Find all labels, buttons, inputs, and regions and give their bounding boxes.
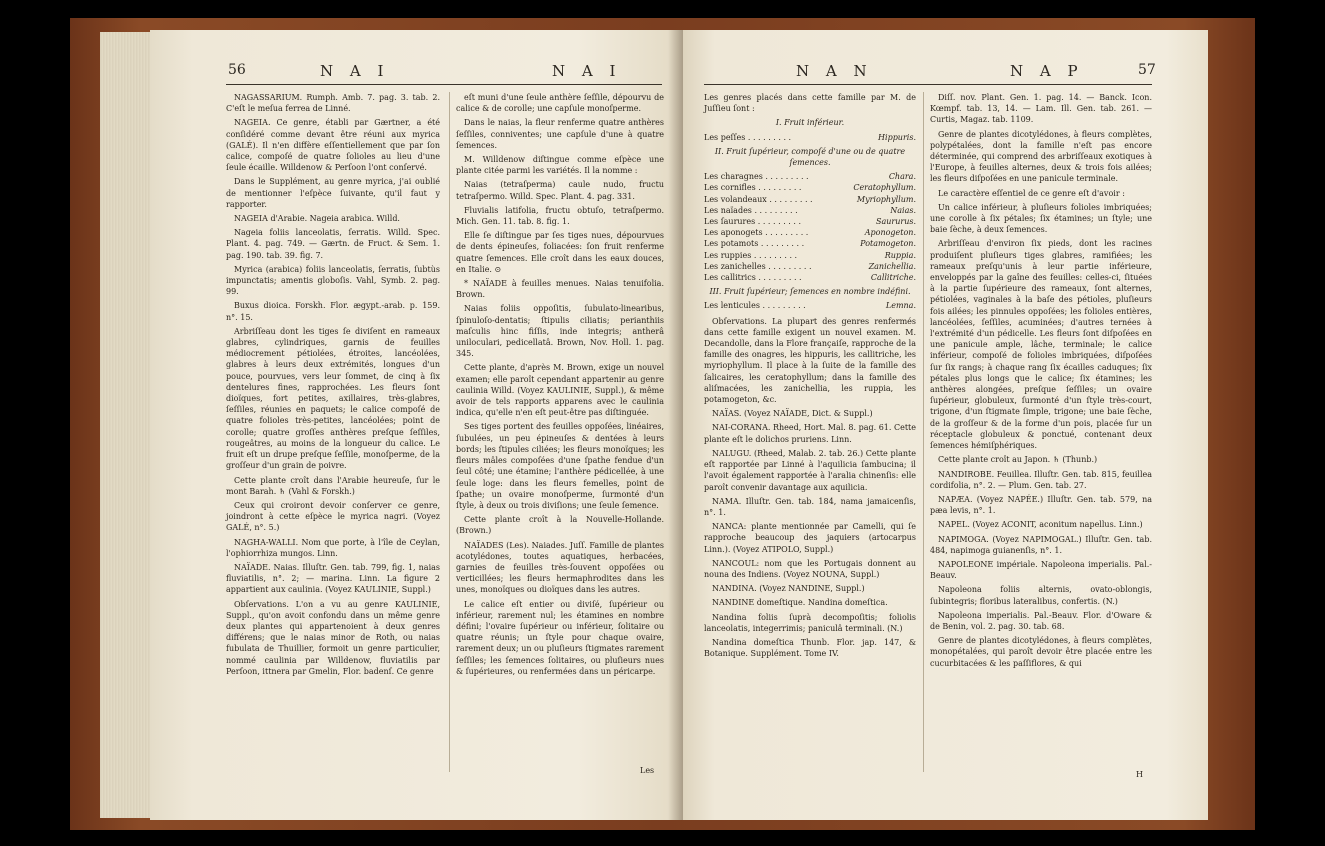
left-column-2 <box>456 92 664 680</box>
latin-name: Ruppia. <box>884 250 916 260</box>
french-name: Les potamots . . . . . . . . . <box>704 239 805 249</box>
paragraph: Ceux qui croiront devoir conſerver ce genre, joindront à cette eſpèce le myrica nagri. (Voyez GALÉ, n°. 5.) <box>226 500 440 533</box>
paragraph: NAPEL. (Voyez ACONIT, aconitum napellus. Linn.) <box>938 520 1143 530</box>
paragraph: Fluvialis latifolia, fructu obtuſo, tetraſpermo. Mich. Gen. 11. tab. 8. fig. 1. <box>456 205 664 227</box>
paragraph: Arbriſſeau dont les tiges ſe diviſent en rameaux glabres, cylindriques, garnis de feuilles médiocrement pétiolées, étroites, lancéolées, glabres à leurs deux extrémités, longues d'un pouce, pourvues, vers leur ſommet, de cinq à ſix dentelures fines, rapprochées. Les fleurs ſont dioïques, fort petites, axillaires, très-glabres, ſeſſiles, réunies en paquets; le calice compoſé de quatre folioles très-petites, lancéolées; point de corolle; quatre groſſes anthères preſque ſeſſiles, rougeâtres, au moins de la longueur du calice. Le fruit eſt un drupe preſque ſeſſile, monoſperme, de la groſſeur d'un grain de poivre. <box>226 326 440 471</box>
paragraph: NAPIMOGA. (Voyez NAPIMOGAL.) Illuſtr. Gen. tab. 484, napimoga guianenſis, n°. 1. <box>930 534 1152 555</box>
section-3-title: III. Fruit ſupérieur; ſemences en nombre indéfini. <box>709 287 911 297</box>
paragraph: NAMA. Illuſtr. Gen. tab. 184, nama jamaicenſis, n°. 1. <box>704 496 916 517</box>
genera-intro: Les genres placés dans cette famille par M. de Juſſieu ſont : <box>704 93 916 114</box>
latin-name: Potamogeton. <box>860 239 916 249</box>
paragraph: Genre de plantes dicotylédones, à fleurs complètes, polypétalées, dont la famille n'eſt pas encore déterminée, qui comprend des arbriſſeaux exotiques à l'Europe, à feuilles alternes, deux & trois fois ailées; les fleurs diſpoſées en une panicule terminale. <box>930 129 1152 184</box>
french-name: Les ſaurures . . . . . . . . . <box>704 217 801 227</box>
genus-row <box>704 250 916 261</box>
paragraph: NANDINA. (Voyez NANDINE, Suppl.) <box>712 584 865 594</box>
genus-row <box>704 261 916 272</box>
genus-row <box>704 227 916 238</box>
section-1-title: I. Fruit inférieur. <box>775 118 845 128</box>
latin-name: Saururus. <box>875 217 916 227</box>
left-column-1 <box>226 92 440 680</box>
paragraph: NAÏAS. (Voyez NAÏADE, Dict. & Suppl.) <box>712 409 873 419</box>
genus-row <box>704 238 916 249</box>
paragraph: Nandina domeſtica Thunb. Flor. jap. 147, & Botanique. Supplément. Tome IV. <box>704 637 916 659</box>
section-1-list <box>704 132 916 143</box>
paragraph: Genre de plantes dicotylédones, à fleurs complètes, monopétalées, qui paroît devoir être placée entre les cucurbitacées & les paſſiflores, & qui <box>930 636 1152 668</box>
left-column-separator <box>449 92 450 772</box>
paragraph: Nandina foliis ſuprà decompoſitis; foliolis lanceolatis, integerrimis; paniculâ terminali. (N.) <box>704 612 916 633</box>
paragraph: NAGASSARIUM. Rumph. Amb. 7. pag. 3. tab. 2. C'eſt le meſua ferrea de Linné. <box>226 93 440 114</box>
french-name: Les cornifles . . . . . . . . . <box>704 183 802 193</box>
paragraph: Ses tiges portent des feuilles oppoſées, linéaires, ſubulées, un peu épineuſes & dentées à leurs bords; les ſtipules ciliées; les fleurs monoïques; les fleurs mâles compoſées d'une ſpathe fendue d'un ſeul côté; une étamine; l'anthère pédicellée, à une ſeule loge: dans les fleurs femelles, point de ſpathe; un ovaire monoſperme, ſurmonté d'un ſtyle, à deux ou trois diviſions; une ſeule ſemence. <box>456 422 664 510</box>
left-header-rule <box>226 84 662 85</box>
paragraph: Dans le naias, la fleur renferme quatre anthères ſeſſiles, conniventes; une capſule d'une à quatre ſemences. <box>456 118 664 150</box>
right-page-number: 57 <box>1138 62 1156 78</box>
paragraph: Buxus dioica. Forskh. Flor. ægypt.-arab. p. 159. n°. 15. <box>226 301 440 322</box>
paragraph: Dans le Supplément, au genre myrica, j'ai oublié de mentionner l'eſpèce ſuivante, qu'il faut y rapporter. <box>226 177 440 209</box>
paragraph: NAI-CORANA. Rheed, Hort. Mal. 8. pag. 61. Cette plante eſt le dolichos pruriens. Linn. <box>704 423 916 444</box>
paragraph: NAÏADES (Les). Naiades. Juſſ. Famille de plantes acotylédones, toutes aquatiques, herbacées, garnies de feuilles très-ſouvent oppoſées ou verticillées; les fleurs hermaphrodites dans les unes, monoïques ou dioïques dans les autres. <box>456 540 664 595</box>
paragraph: Myrica (arabica) foliis lanceolatis, ſerratis, ſubtùs impunctatis; amentis globoſis. Vahl, Symb. 2. pag. 99. <box>226 264 440 297</box>
paragraph: Arbriſſeau d'environ ſix pieds, dont les racines produiſent pluſieurs tiges glabres, ramifiées; les rameaux preſqu'unis à leur partie inférieure, enveloppés par la gaîne des feuilles: celles-ci, ſituées à la partie ſupérieure des rameaux, ſont alternes, pétiolées, vaginales à la baſe des pétioles, pluſieurs fois ailées; les pinnules oppoſées; les folioles entières, lancéolées, ſeſſiles, acuminées; d'autres ternées à l'extrémité d'un pédicelle. Les fleurs ſont diſpoſées en une panicule ample, lâche, terminale; le calice inférieur, compoſé de folioles imbriquées, diſpoſées ſur ſix rangs; à chaque rang ſix écailles caduques; ſix pétales plus longs que le calice; ſix étamines; les anthères alongées, preſque ſeſſiles; un ovaire ſupérieur, globuleux, ſurmonté d'un ſtyle très-court, trigone, d'un ſtigmate ſimple, trigone; une baie ſèche, de la groſſeur & de la forme d'un pois, placée ſur un réceptacle globuleux & ponctué, contenant deux ſemences hémiſphériques. <box>930 239 1152 451</box>
french-name: Les peſſes . . . . . . . . . <box>704 132 792 142</box>
paragraph: NAGHA-WALLI. Nom que porte, à l'île de Ceylan, l'ophiorrhiza mungos. Linn. <box>226 537 440 558</box>
right-column-1-text <box>704 316 916 660</box>
left-running-head-2: N A I <box>552 62 622 80</box>
paragraph: Cette plante croît au Japon. ♄ (Thunb.) <box>938 455 1098 465</box>
paragraph: NAGEIA. Ce genre, établi par Gærtner, a été conſidéré comme devant être réuni aux myrica (GALÉ). Il n'en diffère eſſentiellement que par ſon calice, compoſé de quatre ſolioles au lieu d'une ſeule écaille. Willdenow & Perſoon l'ont conſervé. <box>226 118 440 173</box>
paragraph: NANCA: plante mentionnée par Camelli, qui ſe rapproche beaucoup des jaquiers (artocarpus Linn.). (Voyez ATIPOLO, Suppl.) <box>704 522 916 554</box>
french-name: Les volandeaux . . . . . . . . . <box>704 194 813 204</box>
paragraph: NAÏADE. Naias. Illuſtr. Gen. tab. 799, fig. 1, naias fluviatilis, n°. 2; — marina. Linn. La figure 2 appartient aux caulinia. (Voyez KAULINIE, Suppl.) <box>226 562 440 595</box>
paragraph: NANDINE domeſtique. Nandina domeſtica. <box>712 598 888 608</box>
catchword: Les <box>640 766 655 775</box>
section-3-list <box>704 300 916 311</box>
paragraph: eſt muni d'une ſeule anthère ſeſſile, dépourvu de calice & de corolle; une capſule monoſperme. <box>456 93 664 114</box>
paragraph: Elle ſe diſtingue par ſes tiges nues, dépourvues de dents épineuſes, foliacées: ſon fruit renferme quatre ſemences. Elle croît dans les eaux douces, en Italie. ⊙ <box>456 231 664 274</box>
genus-row <box>704 205 916 216</box>
genus-row <box>704 272 916 283</box>
paragraph: Naias foliis oppoſitis, ſubulato-linearibus, ſpinuloſo-dentatis; ſtipulis ciliatis; perianthiis maſculis hinc fiſſis, inde integris; antherâ uniloculari, pedicellatâ. Brown, Nov. Holl. 1. pag. 345. <box>456 304 664 359</box>
french-name: Les callitrics . . . . . . . . . <box>704 273 802 283</box>
page-edges <box>100 32 150 818</box>
paragraph: * NAÏADE à feuilles menues. Naias tenuifolia. Brown. <box>456 279 664 300</box>
latin-name: Callitriche. <box>870 273 916 283</box>
paragraph: NANDIROBE. Feuillea. Illuſtr. Gen. tab. 815, feuillea cordifolia, n°. 2. — Plum. Gen. tab. 27. <box>930 469 1152 490</box>
french-name: Les ruppies . . . . . . . . . <box>704 250 798 260</box>
genus-row <box>704 194 916 205</box>
right-running-head-1: N A N <box>796 62 873 80</box>
latin-name: Aponogeton. <box>864 228 916 238</box>
right-column-1 <box>704 92 916 662</box>
french-name: Les aponogets . . . . . . . . . <box>704 228 809 238</box>
right-column-separator <box>923 92 924 772</box>
french-name: Les lenticules . . . . . . . . . <box>704 301 806 311</box>
left-running-head-1: N A I <box>320 62 390 80</box>
paragraph: NAGEIA d'Arabie. Nageia arabica. Willd. <box>234 214 400 224</box>
latin-name: Hippuris. <box>878 132 916 142</box>
left-page-number: 56 <box>228 62 246 78</box>
latin-name: Ceratophyllum. <box>853 183 916 193</box>
paragraph: Napoleona foliis alternis, ovato-oblongis, ſubintegris; floribus lateralibus, confertis. (N.) <box>930 585 1152 606</box>
paragraph: NANCOUL: nom que les Portugais donnent au nouna des Indiens. (Voyez NOUNA, Suppl.) <box>704 558 916 579</box>
genus-row <box>704 300 916 311</box>
signature-mark: H <box>1136 770 1143 779</box>
french-name: Les charagnes . . . . . . . . . <box>704 172 809 182</box>
paragraph: Un calice inférieur, à pluſieurs folioles imbriquées; une corolle à ſix pétales; ſix étamines; un ſtyle; une baie ſèche, à deux ſemences. <box>930 202 1152 235</box>
genus-row <box>704 216 916 227</box>
paragraph: NAPÆA. (Voyez NAPÉE.) Illuſtr. Gen. tab. 579, na pæa levis, n°. 1. <box>930 494 1152 516</box>
genus-row <box>704 132 916 143</box>
paragraph: Naias (tetraſperma) caule nudo, fructu tetraſpermo. Willd. Spec. Plant. 4. pag. 331. <box>456 180 664 201</box>
genus-row <box>704 182 916 193</box>
section-2-list <box>704 171 916 283</box>
latin-name: Myriophyllum. <box>856 194 916 204</box>
paragraph: Le caractère eſſentiel de ce genre eſt d'avoir : <box>938 188 1125 198</box>
right-header-rule <box>704 84 1152 85</box>
section-2-title: II. Fruit ſupérieur, compoſé d'une ou de quatre ſemences. <box>714 146 906 168</box>
paragraph: Obſervations. La plupart des genres renfermés dans cette famille exigent un nouvel examen. M. Decandolle, dans la Flore françaiſe, rapproche de la famille des onagres, les hippuris, les callitriche, les myriophyllum. Il place à la ſuite de la famille des ſalicaires, les ceratophyllum; dans la famille des aliſmacées, les zanichellia, les ruppia, les potamogeton, &c. <box>704 316 916 405</box>
paragraph: M. Willdenow diſtingue comme eſpèce une plante citée parmi les variétés. Il la nomme : <box>456 155 664 176</box>
french-name: Les naïades . . . . . . . . . <box>704 205 798 215</box>
paragraph: Cette plante, d'après M. Brown, exige un nouvel examen; elle paroît cependant appartenir au genre caulinia Willd. (Voyez KAULINIE, Suppl.), & même avoir de tels rapports apparens avec le caulinia indica, qu'elle n'en eſt peut-être pas diſtinguée. <box>456 363 664 418</box>
latin-name: Chara. <box>888 172 916 182</box>
latin-name: Zanichellia. <box>868 261 916 271</box>
paragraph: Cette plante croît à la Nouvelle-Hollande. (Brown.) <box>456 515 664 536</box>
french-name: Les zanichelles . . . . . . . . . <box>704 261 812 271</box>
paragraph: Obſervations. L'on a vu au genre KAULINIE, Suppl., qu'on avoit confondu dans un même genre deux plantes qui appartenoient à deux genres différens; que le naias minor de Roth, ou naias fubulata de Thuillier, formoit un genre particulier, nommé caulinia par Willdenow, fluviatilis par Perſoon, ittnera par Gmelin, Flor. badenſ. Ce genre <box>226 599 440 676</box>
paragraph: Diſſ. nov. Plant. Gen. 1. pag. 14. — Banck. Icon. Kœmpf. tab. 13, 14. — Lam. Ill. Gen. tab. 261. — Curtis, Magaz. tab. 1109. <box>930 93 1152 125</box>
right-column-2 <box>930 92 1152 672</box>
right-running-head-2: N A P <box>1010 62 1084 80</box>
paragraph: Nageia foliis lanceolatis, ſerratis. Willd. Spec. Plant. 4. pag. 749. — Gærtn. de Fruct. & Sem. 1. pag. 190. tab. 39. fig. 7. <box>226 228 440 260</box>
paragraph: NAPOLEONE impériale. Napoleona imperialis. Pal.-Beauv. <box>930 559 1152 581</box>
paragraph: NALUGU. (Rheed, Malab. 2. tab. 26.) Cette plante eſt rapportée par Linné à l'aquilicia ſambucina; il l'avoit également rapportée à l'aralia chinenſis: elle paroît convenir davantage aux aquilicia. <box>704 448 916 492</box>
paragraph: Cette plante croît dans l'Arabie heureuſe, ſur le mont Barah. ♄ (Vahl & Forskh.) <box>226 475 440 496</box>
genus-row <box>704 171 916 182</box>
latin-name: Naias. <box>890 205 916 215</box>
paragraph: Napoleona imperialis. Pal.-Beauv. Flor. d'Oware & de Benin, vol. 2. pag. 30. tab. 68. <box>930 610 1152 631</box>
latin-name: Lemna. <box>885 301 916 311</box>
paragraph: Le calice eſt entier ou diviſé, ſupérieur ou inférieur, rarement nul; les étamines en nombre défini; l'ovaire ſupérieur ou inférieur, ſolitaire ou quatre réunis; un ſtyle pour chaque ovaire, rarement deux; un ou pluſieurs ſtigmates rarement ſeſſiles; les ſemences ſolitaires, ou pluſieurs nues & ſupérieures, ou renfermées dans un péricarpe. <box>456 599 664 676</box>
